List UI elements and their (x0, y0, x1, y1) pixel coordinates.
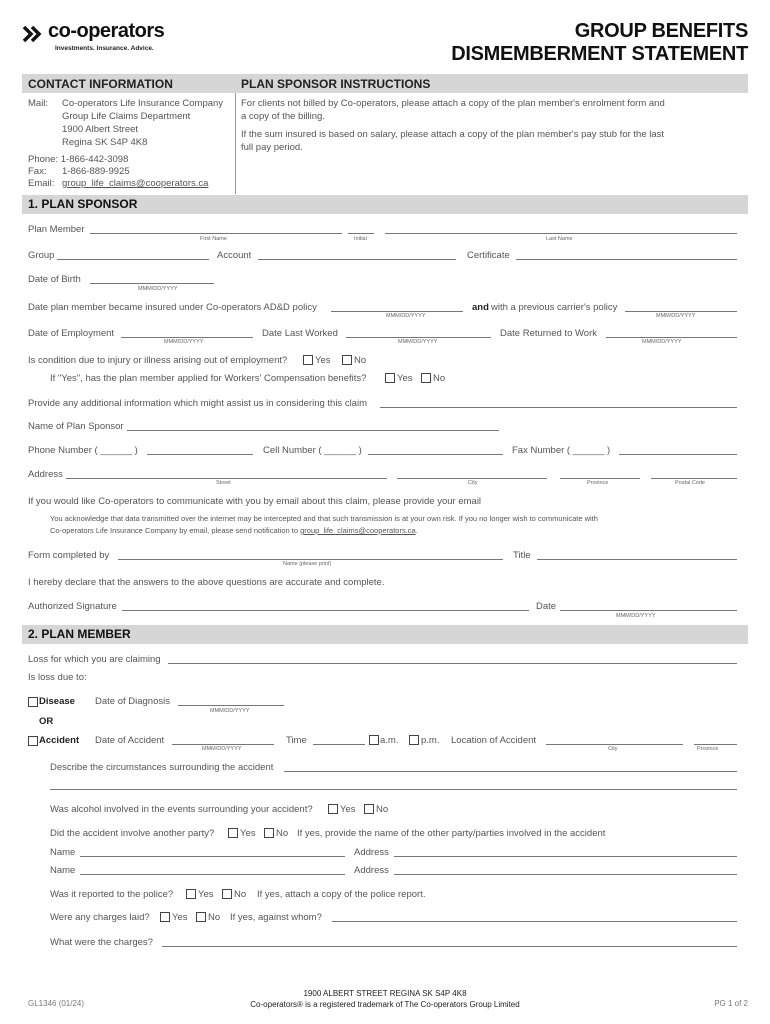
loss-field[interactable] (168, 663, 737, 664)
signature-date-field[interactable] (560, 610, 737, 611)
email-ack-link[interactable]: group_life_claims@cooperators.ca (300, 526, 416, 535)
instructions-heading: PLAN SPONSOR INSTRUCTIONS (241, 77, 431, 91)
party2-address-label: Address (354, 865, 389, 876)
police-attach-text: If yes, attach a copy of the police report. (257, 889, 426, 900)
email-ack-2-end: . (415, 526, 418, 535)
mail-line-2: Group Life Claims Department (62, 111, 191, 122)
location-label: Location of Accident (451, 735, 537, 746)
title-label: Title (513, 550, 531, 561)
disease-checkbox[interactable] (28, 697, 38, 707)
group-field[interactable] (57, 259, 209, 260)
diagnosis-field[interactable] (178, 705, 284, 706)
party2-name-field[interactable] (80, 874, 345, 875)
other-party-no-checkbox[interactable] (264, 828, 274, 838)
wcb-no-label: No (433, 373, 446, 384)
location-city-caption: City (608, 746, 618, 752)
city-field[interactable] (397, 478, 547, 479)
account-field[interactable] (258, 259, 456, 260)
cell-field[interactable] (368, 454, 503, 455)
section2-header: 2. PLAN MEMBER (22, 625, 748, 644)
alcohol-no-label: No (376, 804, 389, 815)
mail-label: Mail: (28, 98, 49, 109)
group-label: Group (28, 250, 55, 261)
instructions-p2b: full pay period. (241, 142, 303, 153)
what-charges-field[interactable] (162, 946, 737, 947)
form-title-line2: DISMEMBERMENT STATEMENT (451, 43, 748, 65)
email-ack-2 (50, 526, 418, 535)
describe-field-2[interactable] (50, 789, 737, 790)
charges-question: Were any charges laid? (50, 912, 150, 923)
instructions-p2a: If the sum insured is based on salary, please attach a copy of the plan member's pay stub for the last (241, 129, 665, 140)
injury-yes-label: Yes (315, 355, 331, 366)
first-name-field[interactable] (90, 233, 342, 234)
mail-line-1: Co-operators Life Insurance Company (62, 98, 224, 109)
dob-field[interactable] (90, 283, 214, 284)
accident-date-label: Date of Accident (95, 735, 165, 746)
instructions-p1a: For clients not billed by Co-operators, please attach a copy of the plan member's enrolment form and (241, 98, 665, 109)
phone-text: Phone: 1-866-442-3098 (28, 154, 129, 165)
alcohol-question: Was alcohol involved in the events surrounding your accident? (50, 804, 313, 815)
party1-name-label: Name (50, 847, 76, 858)
party1-address-field[interactable] (394, 856, 737, 857)
email-pref-label: If you would like Co-operators to communicate with you by email about this claim, please provide your email (28, 496, 482, 507)
party2-address-field[interactable] (394, 874, 737, 875)
fax-number-field[interactable] (619, 454, 737, 455)
info-divider (235, 93, 236, 194)
brand-name: co-operators (48, 20, 165, 42)
loss-due-label: Is loss due to: (28, 672, 87, 683)
email-link[interactable]: group_life_claims@cooperators.ca (62, 178, 209, 189)
charges-no-checkbox[interactable] (196, 912, 206, 922)
wcb-yes-checkbox[interactable] (385, 373, 395, 383)
prev-carrier-label: with a previous carrier's policy (491, 302, 618, 313)
signature-label: Authorized Signature (28, 601, 117, 612)
additional-info-label: Provide any additional information which might assist us in considering this claim (28, 398, 367, 409)
injury-question: Is condition due to injury or illness arising out of employment? (28, 355, 288, 366)
accident-label: Accident (39, 735, 80, 746)
prev-carrier-caption: MMM/DD/YYYY (656, 313, 696, 319)
email-ack-2-text: Co-operators Life Insurance Company by email, please send notification to (50, 526, 301, 535)
form-code: GL1346 (01/24) (28, 999, 85, 1008)
name-print-caption: Name (please print) (283, 561, 332, 567)
wcb-yes-label: Yes (397, 373, 413, 384)
declaration-text: I hereby declare that the answers to the above questions are accurate and complete. (28, 577, 385, 588)
employment-caption: MMM/DD/YYYY (164, 339, 204, 345)
disease-label: Disease (39, 696, 75, 707)
am-label: a.m. (380, 735, 399, 746)
other-party-yes-checkbox[interactable] (228, 828, 238, 838)
party1-name-field[interactable] (80, 856, 345, 857)
initial-caption: Initial (354, 236, 367, 242)
and-word: and (472, 302, 489, 313)
form-title-line1: GROUP BENEFITS (574, 20, 748, 42)
police-yes-label: Yes (198, 889, 214, 900)
alcohol-yes-label: Yes (340, 804, 356, 815)
other-party-question: Did the accident involve another party? (50, 828, 215, 839)
employment-field[interactable] (121, 337, 253, 338)
street-caption: Street (216, 480, 231, 486)
location-province-field[interactable] (694, 744, 737, 745)
am-checkbox[interactable] (369, 735, 379, 745)
last-worked-caption: MMM/DD/YYYY (398, 339, 438, 345)
location-province-caption: Province (697, 746, 719, 752)
alcohol-no-checkbox[interactable] (364, 804, 374, 814)
initial-field[interactable] (348, 233, 374, 234)
time-field[interactable] (313, 744, 365, 745)
sponsor-name-field[interactable] (127, 430, 499, 431)
diagnosis-caption: MMM/DD/YYYY (210, 708, 250, 714)
accident-date-caption: MMM/DD/YYYY (202, 746, 242, 752)
pm-label: p.m. (421, 735, 440, 746)
last-name-field[interactable] (385, 233, 737, 234)
police-no-label: No (234, 889, 247, 900)
certificate-field[interactable] (516, 259, 737, 260)
accident-date-field[interactable] (172, 744, 274, 745)
other-party-no-label: No (276, 828, 289, 839)
other-party-yes-label: Yes (240, 828, 256, 839)
loss-label: Loss for which you are claiming (28, 654, 161, 665)
fax-text: 1-866-889-9925 (62, 166, 130, 177)
returned-caption: MMM/DD/YYYY (642, 339, 682, 345)
other-party-name-label: If yes, provide the name of the other party/parties involved in the accident (297, 828, 606, 839)
city-caption: City (468, 480, 478, 486)
wcb-no-checkbox[interactable] (421, 373, 431, 383)
address-label: Address (28, 469, 63, 480)
party1-address-label: Address (354, 847, 389, 858)
accident-checkbox[interactable] (28, 736, 38, 746)
contact-heading: CONTACT INFORMATION (28, 77, 173, 91)
charges-yes-checkbox[interactable] (160, 912, 170, 922)
describe-label: Describe the circumstances surrounding the accident (50, 762, 274, 773)
province-field[interactable] (560, 478, 640, 479)
brand-tagline: Investments. Insurance. Advice. (55, 45, 154, 52)
first-name-caption: First Name (200, 236, 227, 242)
footer-address: 1900 ALBERT STREET REGINA SK S4P 4K8 (303, 989, 467, 998)
completed-by-field[interactable] (118, 559, 503, 560)
street-field[interactable] (66, 478, 387, 479)
instructions-p1b: a copy of the billing. (241, 111, 325, 122)
additional-info-field[interactable] (380, 407, 737, 408)
injury-yes-checkbox[interactable] (303, 355, 313, 365)
email-label: Email: (28, 178, 55, 189)
fax-number-label: Fax Number ( ______ ) (512, 445, 611, 456)
describe-field-1[interactable] (284, 771, 737, 772)
signature-date-caption: MMM/DD/YYYY (616, 613, 656, 619)
employment-label: Date of Employment (28, 328, 115, 339)
charges-yes-label: Yes (172, 912, 188, 923)
returned-label: Date Returned to Work (500, 328, 597, 339)
insured-date-label: Date plan member became insured under Co-operators AD&D policy (28, 302, 317, 313)
police-yes-checkbox[interactable] (186, 889, 196, 899)
prev-carrier-field[interactable] (625, 311, 737, 312)
dob-label: Date of Birth (28, 274, 81, 285)
signature-date-label: Date (536, 601, 557, 612)
phone-field[interactable] (147, 454, 253, 455)
completed-by-label: Form completed by (28, 550, 110, 561)
mail-line-3: 1900 Albert Street (62, 124, 139, 135)
returned-field[interactable] (606, 337, 737, 338)
insured-date-field[interactable] (331, 311, 463, 312)
signature-field[interactable] (122, 610, 529, 611)
fax-label: Fax: (28, 166, 47, 177)
last-worked-field[interactable] (346, 337, 491, 338)
footer-trademark: Co-operators® is a registered trademark of The Co-operators Group Limited (250, 1000, 520, 1009)
time-label: Time (286, 735, 307, 746)
company-logo (22, 22, 192, 56)
plan-member-label: Plan Member (28, 224, 85, 235)
pm-checkbox[interactable] (409, 735, 419, 745)
what-charges-label: What were the charges? (50, 937, 153, 948)
mail-line-4: Regina SK S4P 4K8 (62, 137, 148, 148)
page-number: PG 1 of 2 (714, 999, 748, 1008)
phone-label: Phone Number ( ______ ) (28, 445, 138, 456)
sponsor-name-label: Name of Plan Sponsor (28, 421, 124, 432)
police-question: Was it reported to the police? (50, 889, 174, 900)
postal-code-field[interactable] (651, 478, 737, 479)
account-label: Account (217, 250, 252, 261)
email-ack-1: You acknowledge that data transmitted over the internet may be intercepted and that such transmission is at your own risk. If you no longer wish to communicate with (50, 514, 598, 523)
title-field[interactable] (537, 559, 737, 560)
chevron-logo-icon (22, 24, 44, 44)
province-caption: Province (587, 480, 609, 486)
against-label: If yes, against whom? (230, 912, 322, 923)
insured-date-caption: MMM/DD/YYYY (386, 313, 426, 319)
police-no-checkbox[interactable] (222, 889, 232, 899)
diagnosis-label: Date of Diagnosis (95, 696, 170, 707)
cell-label: Cell Number ( ______ ) (263, 445, 362, 456)
dob-caption: MMM/DD/YYYY (138, 286, 178, 292)
injury-no-checkbox[interactable] (342, 355, 352, 365)
certificate-label: Certificate (467, 250, 510, 261)
charges-no-label: No (208, 912, 221, 923)
location-city-field[interactable] (546, 744, 683, 745)
alcohol-yes-checkbox[interactable] (328, 804, 338, 814)
or-label: OR (39, 716, 54, 727)
against-field[interactable] (332, 921, 737, 922)
section1-header: 1. PLAN SPONSOR (22, 195, 748, 214)
postal-code-caption: Postal Code (675, 480, 705, 486)
party2-name-label: Name (50, 865, 76, 876)
last-worked-label: Date Last Worked (262, 328, 338, 339)
wcb-question: If "Yes", has the plan member applied for Workers' Compensation benefits? (50, 373, 367, 384)
last-name-caption: Last Name (546, 236, 573, 242)
injury-no-label: No (354, 355, 367, 366)
